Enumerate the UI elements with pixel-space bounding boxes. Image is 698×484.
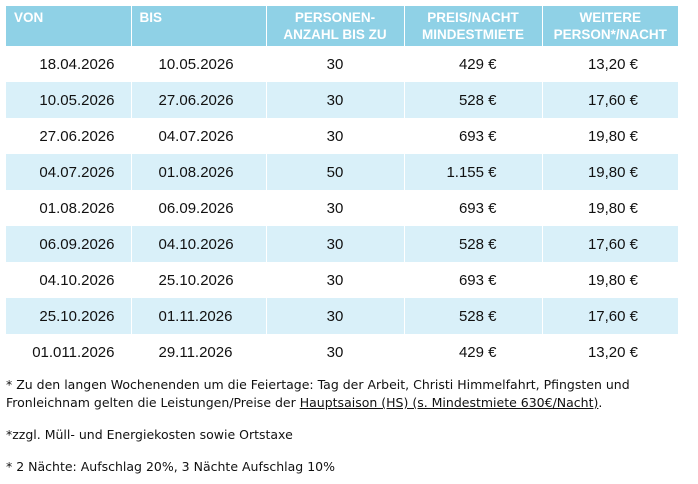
footnote-holidays [6, 376, 686, 412]
cell-personen: 30 [266, 190, 404, 226]
cell-weitere: 19,80 € [542, 262, 678, 298]
table-row [6, 298, 678, 334]
cell-preis: 1.155 € [404, 154, 542, 190]
cell-von: 06.09.2026 [6, 226, 131, 262]
header-preis-line2: MINDESTMIETE [421, 27, 524, 42]
cell-weitere: 17,60 € [542, 82, 678, 118]
cell-personen: 50 [266, 154, 404, 190]
cell-von: 10.05.2026 [6, 82, 131, 118]
footnotes [6, 376, 686, 476]
cell-personen: 30 [266, 82, 404, 118]
cell-von: 01.011.2026 [6, 334, 131, 370]
cell-preis: 528 € [404, 298, 542, 334]
cell-personen: 30 [266, 118, 404, 154]
header-row [6, 6, 678, 46]
table-row [6, 46, 678, 82]
cell-weitere: 17,60 € [542, 298, 678, 334]
table-row [6, 154, 678, 190]
table-row [6, 118, 678, 154]
table-row [6, 334, 678, 370]
header-bis [131, 6, 266, 46]
footnote-extra-costs: *zzgl. Müll- und Energiekosten sowie Ortstaxe [6, 427, 293, 442]
cell-bis: 01.08.2026 [131, 154, 266, 190]
footnote-holidays-text: * Zu den langen Wochenenden um die Feiertage: Tag der Arbeit, Christi Himmelfahrt, Pfingsten und Fronleichnam gelten die Leistungen/Preise der [6, 377, 630, 410]
cell-personen: 30 [266, 298, 404, 334]
cell-preis: 693 € [404, 262, 542, 298]
header-von [6, 6, 131, 46]
cell-von: 25.10.2026 [6, 298, 131, 334]
cell-personen: 30 [266, 226, 404, 262]
cell-bis: 01.11.2026 [131, 298, 266, 334]
cell-bis: 25.10.2026 [131, 262, 266, 298]
header-preis [404, 6, 542, 46]
cell-personen: 30 [266, 334, 404, 370]
cell-weitere: 13,20 € [542, 334, 678, 370]
header-bis-label: BIS [139, 10, 163, 25]
cell-preis: 528 € [404, 226, 542, 262]
footnote-holidays-suffix: . [598, 395, 603, 410]
cell-bis: 27.06.2026 [131, 82, 266, 118]
header-personen [266, 6, 404, 46]
cell-bis: 04.07.2026 [131, 118, 266, 154]
cell-weitere: 17,60 € [542, 226, 678, 262]
table-header [6, 6, 678, 46]
cell-bis: 29.11.2026 [131, 334, 266, 370]
table-row [6, 82, 678, 118]
cell-weitere: 19,80 € [542, 190, 678, 226]
header-personen-line1: PERSONEN- [294, 10, 376, 25]
cell-von: 01.08.2026 [6, 190, 131, 226]
cell-bis: 10.05.2026 [131, 46, 266, 82]
cell-weitere: 19,80 € [542, 118, 678, 154]
header-preis-line1: PREIS/NACHT [427, 10, 519, 25]
header-von-label: VON [14, 10, 44, 25]
cell-von: 18.04.2026 [6, 46, 131, 82]
table-row [6, 190, 678, 226]
cell-von: 27.06.2026 [6, 118, 131, 154]
cell-bis: 04.10.2026 [131, 226, 266, 262]
cell-preis: 693 € [404, 118, 542, 154]
table-row [6, 226, 678, 262]
cell-personen: 30 [266, 262, 404, 298]
header-weitere-line1: WEITERE [579, 10, 641, 25]
cell-preis: 693 € [404, 190, 542, 226]
cell-preis: 429 € [404, 334, 542, 370]
header-weitere [542, 6, 678, 46]
cell-weitere: 19,80 € [542, 154, 678, 190]
header-weitere-line2: PERSON*/NACHT [553, 27, 667, 42]
table-body [6, 46, 678, 370]
hauptsaison-link[interactable]: Hauptsaison (HS) (s. Mindestmiete 630€/Nacht) [299, 395, 599, 410]
cell-weitere: 13,20 € [542, 46, 678, 82]
cell-preis: 429 € [404, 46, 542, 82]
cell-von: 04.10.2026 [6, 262, 131, 298]
cell-personen: 30 [266, 46, 404, 82]
cell-bis: 06.09.2026 [131, 190, 266, 226]
table-row [6, 262, 678, 298]
header-personen-line2: ANZAHL BIS ZU [283, 27, 387, 42]
footnote-surcharge: * 2 Nächte: Aufschlag 20%, 3 Nächte Aufschlag 10% [6, 459, 335, 474]
price-table [6, 6, 678, 370]
cell-preis: 528 € [404, 82, 542, 118]
cell-von: 04.07.2026 [6, 154, 131, 190]
